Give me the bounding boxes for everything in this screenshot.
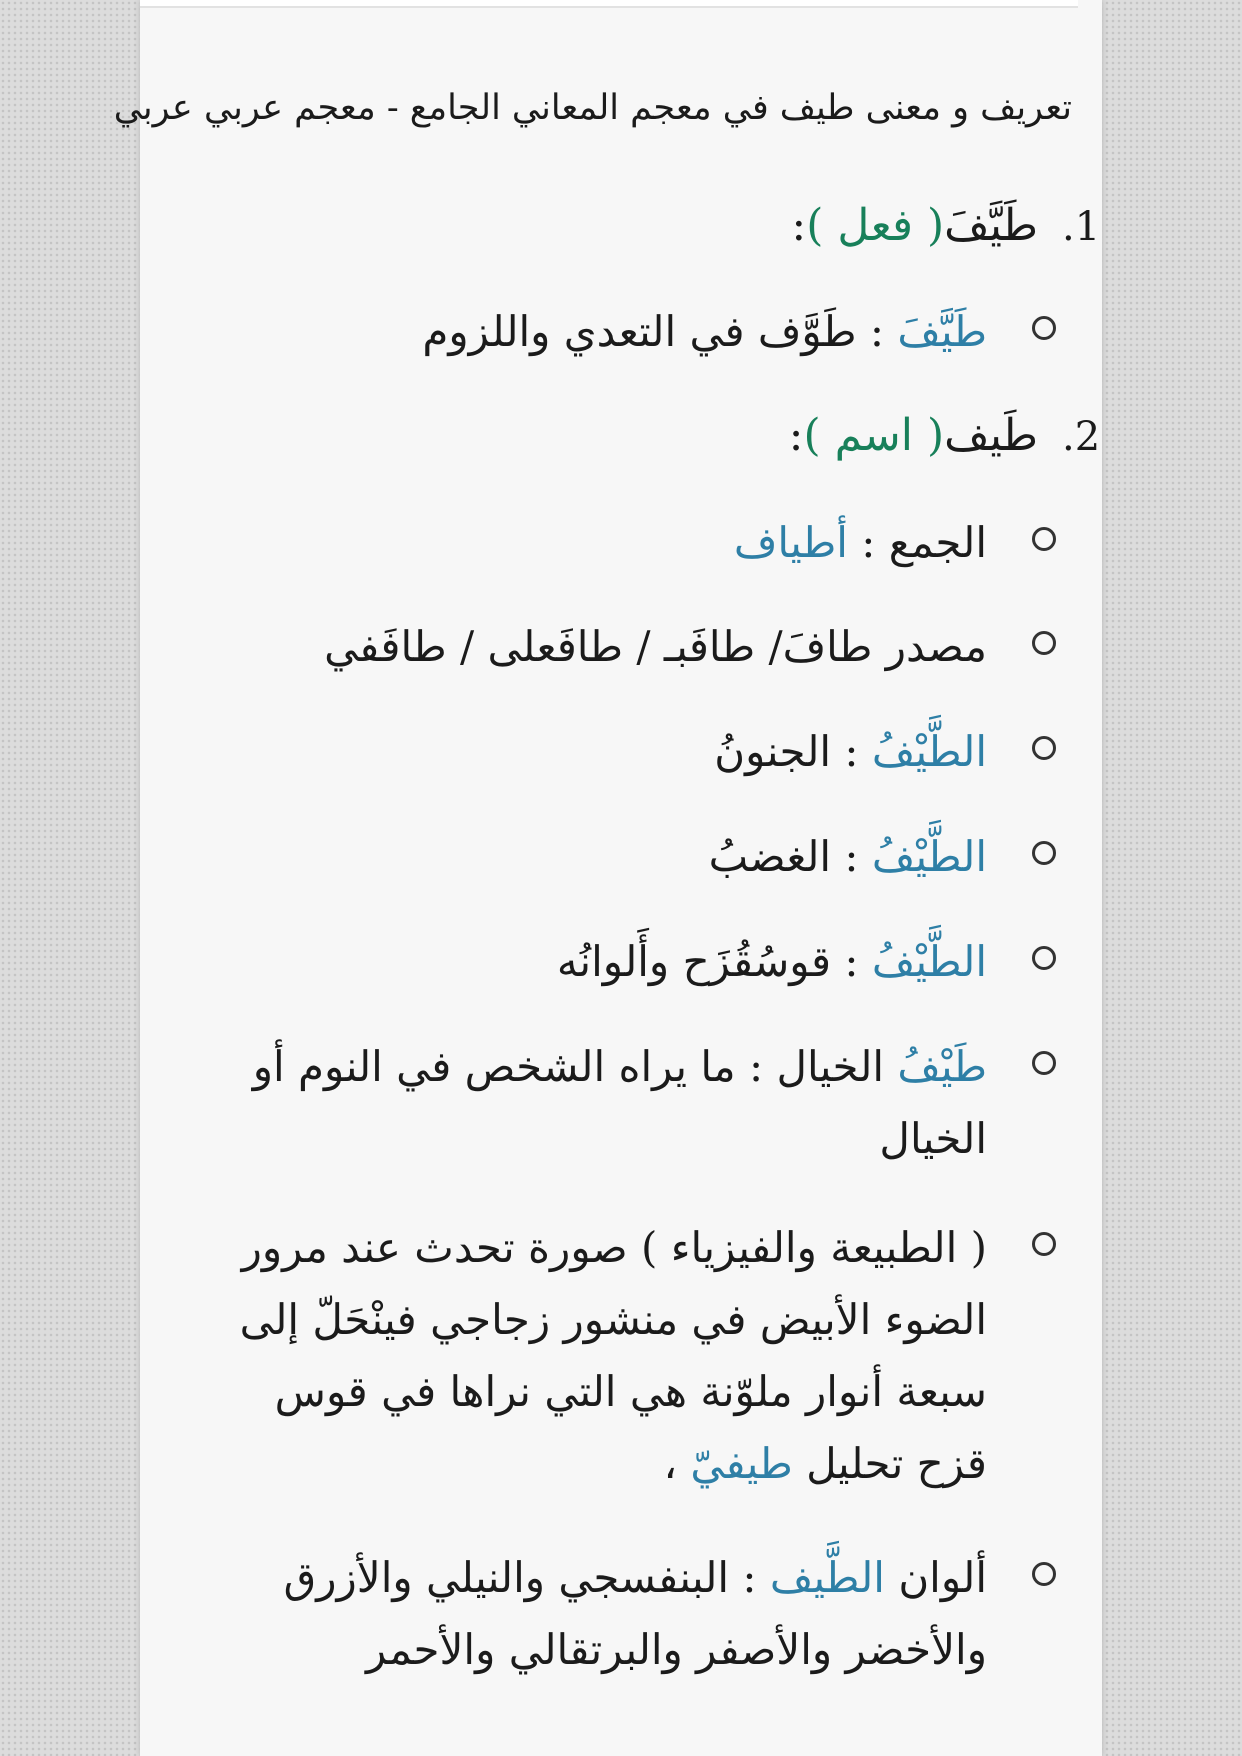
definition-text: : البنفسجي والنيلي والأزرق والأخضر والأصفر والبرتقالي والأحمر <box>283 1553 987 1674</box>
top-bar <box>140 0 1078 8</box>
definition-item <box>324 611 987 683</box>
paren-close: ) <box>803 410 821 461</box>
definition-text: الخيال : ما يراه الشخص في النوم أو الخيال <box>252 1042 987 1163</box>
entry-heading-1 <box>791 200 1102 251</box>
bullet-circle <box>1032 1562 1056 1586</box>
definition-item <box>422 296 987 368</box>
definition-item <box>734 507 987 579</box>
definition-text: : طَوَّف في التعدي واللزوم <box>422 307 898 356</box>
bullet-circle <box>1032 316 1056 340</box>
definition-text: : الجنونُ <box>714 727 872 776</box>
definition-suffix: ، <box>663 1439 691 1488</box>
headword-link[interactable]: طَيَّفَ <box>897 307 987 356</box>
definition-item <box>197 1212 987 1500</box>
part-of-speech: اسم <box>820 410 927 461</box>
definition-item <box>227 1031 987 1175</box>
entry-word: طَيَّفَ <box>944 200 1038 251</box>
definition-prefix: ألوان <box>884 1553 987 1602</box>
bullet-circle <box>1032 527 1056 551</box>
definition-text: ( الطبيعة والفيزياء ) صورة تحدث عند مرور الضوء الأبيض في منشور زجاجي فينْحَلّ إلى سبعة أنوار ملوّنة هي التي نراها في قوس قزح تحليل <box>239 1223 987 1488</box>
entry-colon: : <box>791 200 807 251</box>
headword-link[interactable]: طيفيّ <box>690 1439 793 1488</box>
headword-link[interactable]: الطَّيف <box>769 1553 885 1602</box>
paren-open: ( <box>926 410 945 461</box>
definition-text: مصدر طافَ/ طافَبـ / طافَعلى / طافَفي <box>324 622 987 671</box>
headword-link[interactable]: الطَّيْفُ <box>871 727 987 776</box>
content-panel <box>113 0 1102 1756</box>
page-title: تعريف و معنى طيف في معجم المعاني الجامع - معجم عربي عربي <box>113 88 1072 128</box>
definition-item <box>557 926 987 998</box>
entry-number: 2. <box>1062 414 1101 460</box>
bullet-circle <box>1032 841 1056 865</box>
entry-colon: : <box>788 410 804 461</box>
paren-open: ( <box>926 200 945 251</box>
entry-word: طَيف <box>944 410 1038 461</box>
bullet-circle <box>1032 1232 1056 1256</box>
definition-prefix: الجمع : <box>847 518 987 567</box>
part-of-speech: فعل <box>823 200 927 251</box>
headword-link[interactable]: الطَّيْفُ <box>871 832 987 881</box>
headword-link[interactable]: طَيْفُ <box>897 1042 987 1091</box>
bullet-circle <box>1032 736 1056 760</box>
bullet-circle <box>1032 631 1056 655</box>
entry-number: 1. <box>1062 204 1101 250</box>
definition-text: : قوسُقُزَح وأَلوانُه <box>556 937 872 986</box>
bullet-circle <box>1032 946 1056 970</box>
definition-text: : الغضبُ <box>708 832 872 881</box>
headword-link[interactable]: الطَّيْفُ <box>871 937 987 986</box>
bullet-circle <box>1032 1051 1056 1075</box>
definition-item <box>227 1542 987 1686</box>
headword-link[interactable]: أطياف <box>733 518 848 567</box>
paren-close: ) <box>806 200 824 251</box>
entry-heading-2 <box>789 410 1102 461</box>
definition-item <box>714 716 987 788</box>
definition-item <box>709 821 987 893</box>
